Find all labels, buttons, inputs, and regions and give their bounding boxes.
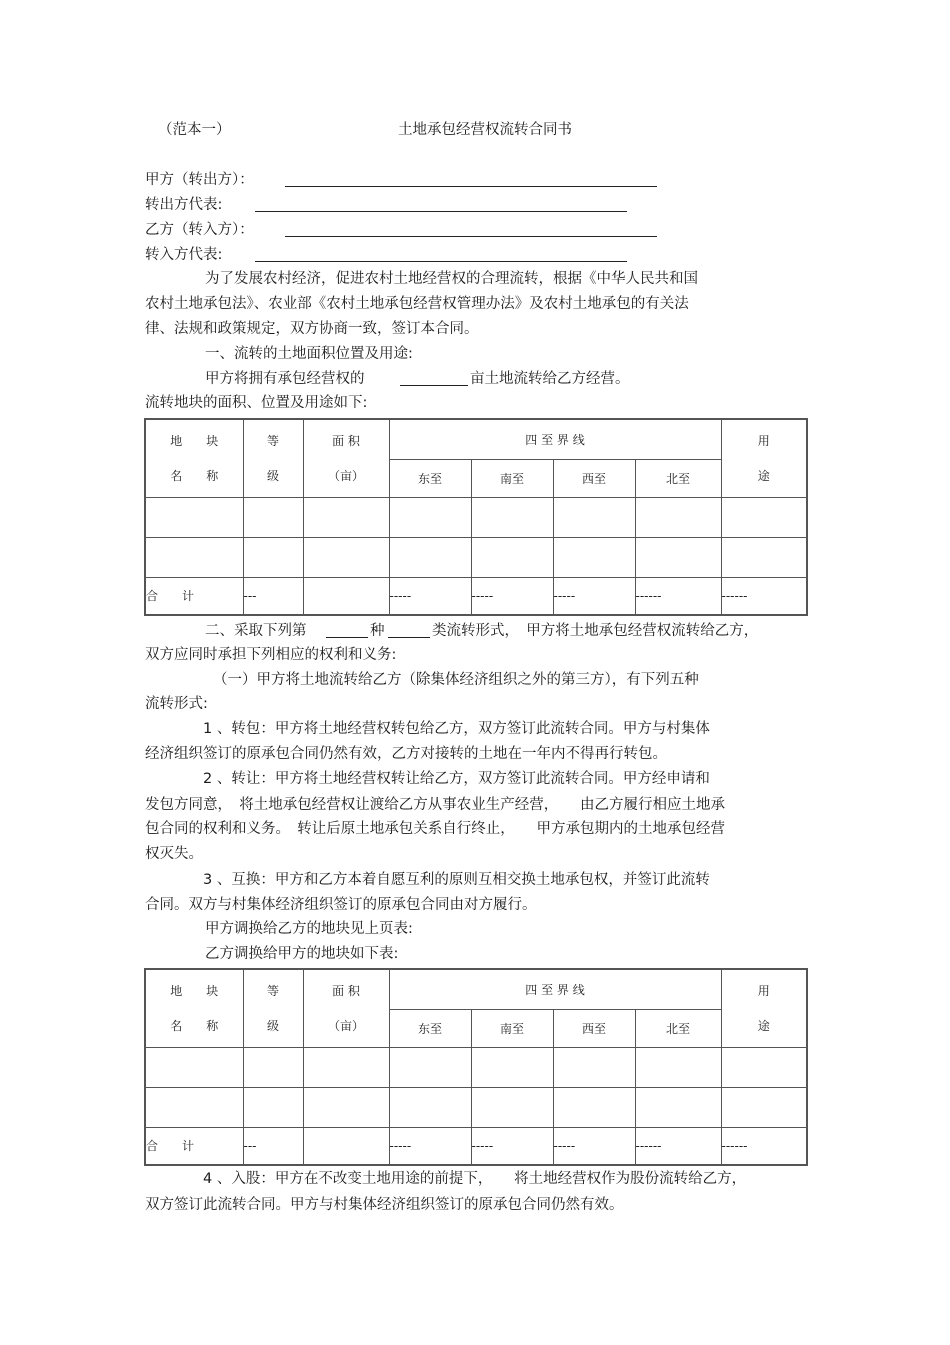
item2-line4: 权灭失。 <box>145 846 203 862</box>
table-row <box>145 537 807 577</box>
party-b-rep-label: 转入方代表: <box>145 247 223 263</box>
total-west: ----- <box>553 1127 635 1165</box>
type-blank-2[interactable] <box>388 623 430 638</box>
plot-table-1 <box>144 418 808 616</box>
total-grade: --- <box>243 577 303 615</box>
party-a-label: 甲方（转出方）： <box>145 172 254 188</box>
sub1-line2: 流转形式: <box>145 696 208 712</box>
col-use-header: 用 途 <box>721 419 807 497</box>
party-b-label: 乙方（转入方）： <box>145 222 254 238</box>
item4-line1: 4 、入股：甲方在不改变土地用途的前提下， 将土地经营权作为股份流转给乙方， <box>203 1171 747 1187</box>
intro-line-2: 农村土地承包法》、农业部《农村土地承包经营权管理办法》及农村土地承包的有关法 <box>145 296 689 312</box>
party-b-blank[interactable] <box>285 222 657 237</box>
section1-line1-b: 亩土地流转给乙方经营。 <box>470 371 630 387</box>
type-blank-1[interactable] <box>326 623 368 638</box>
total-east: ----- <box>389 577 471 615</box>
total-west: ----- <box>553 577 635 615</box>
section2-line2: 双方应同时承担下列相应的权利和义务: <box>145 647 397 663</box>
swap-line-2: 乙方调换给甲方的地块如下表: <box>205 946 399 962</box>
table-row <box>145 497 807 537</box>
party-a-rep-label: 转出方代表: <box>145 197 223 213</box>
total-grade: --- <box>243 1127 303 1165</box>
total-use: ------ <box>721 577 807 615</box>
mu-blank[interactable] <box>400 371 468 386</box>
plot-table-2 <box>144 968 808 1166</box>
page-title: 土地承包经营权流转合同书 <box>398 122 572 138</box>
col-east-header: 东至 <box>389 1009 471 1047</box>
item3-line2: 合同。双方与村集体经济组织签订的原承包合同由对方履行。 <box>145 897 537 913</box>
col-grade-header: 等 级 <box>243 419 303 497</box>
swap-line-1: 甲方调换给乙方的地块见上页表: <box>205 921 413 937</box>
col-grade-header: 等 级 <box>243 969 303 1047</box>
party-a-rep-blank[interactable] <box>255 197 627 212</box>
item2-line1: 2 、转让：甲方将土地经营权转让给乙方，双方签订此流转合同。甲方经申请和 <box>203 771 710 787</box>
table-row <box>145 1047 807 1087</box>
col-use-header: 用 途 <box>721 969 807 1047</box>
col-south-header: 南至 <box>471 1009 553 1047</box>
section2-line1-c: 类流转形式， 甲方将土地承包经营权流转给乙方， <box>432 623 759 639</box>
table-row <box>145 1087 807 1127</box>
item1-line1: 1 、转包：甲方将土地经营权转包给乙方，双方签订此流转合同。甲方与村集体 <box>203 721 710 737</box>
col-north-header: 北至 <box>635 1009 721 1047</box>
total-south: ----- <box>471 1127 553 1165</box>
col-bounds-header: 四 至 界 线 <box>389 969 721 1009</box>
item4-line2: 双方签订此流转合同。甲方与村集体经济组织签订的原承包合同仍然有效。 <box>145 1197 624 1213</box>
total-north: ------ <box>635 577 721 615</box>
section2-line1-b: 种 <box>370 623 385 639</box>
table-total-row <box>145 1127 807 1165</box>
table-total-row <box>145 577 807 615</box>
section1-line1-a: 甲方将拥有承包经营权的 <box>205 371 365 387</box>
col-west-header: 西至 <box>553 459 635 497</box>
col-bounds-header: 四 至 界 线 <box>389 419 721 459</box>
total-east: ----- <box>389 1127 471 1165</box>
total-area <box>303 1127 389 1165</box>
item1-line2: 经济组织签订的原承包合同仍然有效，乙方对接转的土地在一年内不得再行转包。 <box>145 746 667 762</box>
col-west-header: 西至 <box>553 1009 635 1047</box>
item3-line1: 3 、互换：甲方和乙方本着自愿互利的原则互相交换土地承包权，并签订此流转 <box>203 872 710 888</box>
sample-label: （范本一） <box>158 122 231 138</box>
section2-line1-a: 二、采取下列第 <box>205 623 307 639</box>
intro-line-1: 为了发展农村经济，促进农村土地经营权的合理流转，根据《中华人民共和国 <box>205 271 698 287</box>
col-east-header: 东至 <box>389 459 471 497</box>
col-south-header: 南至 <box>471 459 553 497</box>
col-plot-header: 地 块 名 称 <box>145 969 243 1047</box>
col-area-header: 面 积 （亩） <box>303 419 389 497</box>
item2-line2: 发包方同意， 将土地承包经营权让渡给乙方从事农业生产经营， 由乙方履行相应土地承 <box>145 797 725 813</box>
section1-heading: 一、流转的土地面积位置及用途: <box>205 346 413 362</box>
sub1-line1: （一）甲方将土地流转给乙方（除集体经济组织之外的第三方），有下列五种 <box>213 672 699 688</box>
item2-line3: 包合同的权利和义务。 转让后原土地承包关系自行终止， 甲方承包期内的土地承包经营 <box>145 821 725 837</box>
total-south: ----- <box>471 577 553 615</box>
intro-line-3: 律、法规和政策规定，双方协商一致，签订本合同。 <box>145 321 479 337</box>
total-north: ------ <box>635 1127 721 1165</box>
col-area-header: 面 积 （亩） <box>303 969 389 1047</box>
party-a-blank[interactable] <box>285 172 657 187</box>
total-area <box>303 577 389 615</box>
party-b-rep-blank[interactable] <box>255 247 627 262</box>
section1-line2: 流转地块的面积、位置及用途如下: <box>145 395 368 411</box>
total-use: ------ <box>721 1127 807 1165</box>
total-label: 合 计 <box>145 1127 243 1165</box>
total-label: 合 计 <box>145 577 243 615</box>
col-north-header: 北至 <box>635 459 721 497</box>
col-plot-header: 地 块 名 称 <box>145 419 243 497</box>
